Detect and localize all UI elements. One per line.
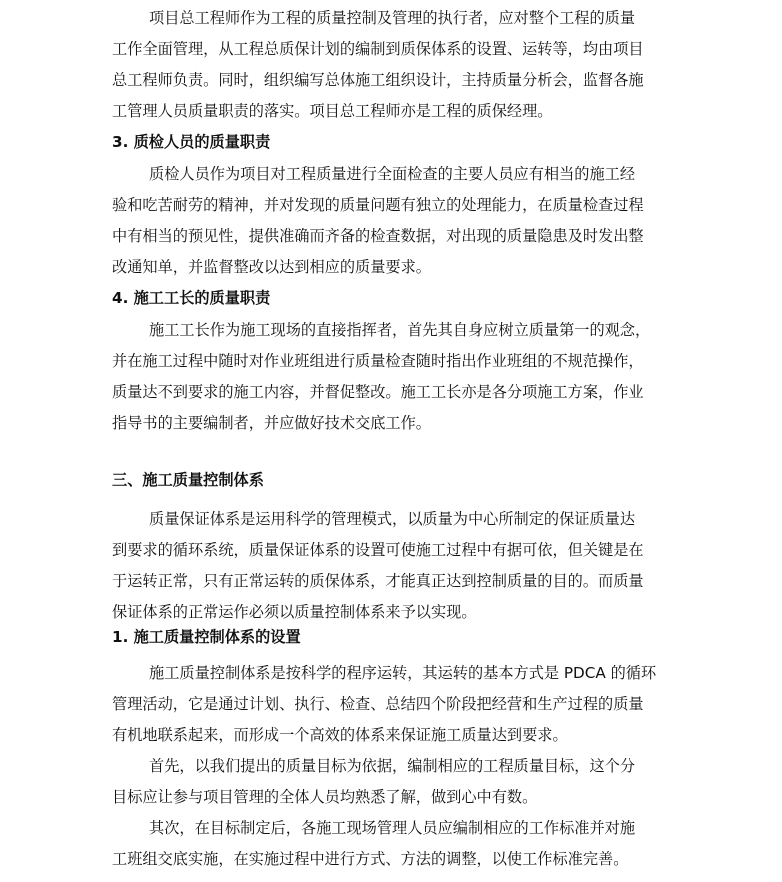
- paragraph-line: 管理活动，它是通过计划、执行、检查、总结四个阶段把经营和生产过程的质量: [112, 695, 644, 713]
- paragraph-line: 保证体系的正常运作必须以质量控制体系来予以实现。: [112, 603, 477, 621]
- paragraph-line: 质检人员作为项目对工程质量进行全面检查的主要人员应有相当的施工经: [149, 165, 635, 183]
- paragraph-line: 工管理人员质量职责的落实。项目总工程师亦是工程的质保经理。: [112, 102, 553, 120]
- subheading-quality-inspector: 3. 质检人员的质量职责: [112, 133, 271, 151]
- paragraph-line: 其次，在目标制定后，各施工现场管理人员应编制相应的工作标准并对施: [149, 819, 635, 837]
- paragraph-line: 施工工长作为施工现场的直接指挥者，首先其自身应树立质量第一的观念，: [149, 321, 651, 339]
- paragraph-line: 目标应让参与项目管理的全体人员均熟悉了解，做到心中有数。: [112, 788, 538, 806]
- paragraph-line: 指导书的主要编制者，并应做好技术交底工作。: [112, 414, 431, 432]
- subheading-control-system-setup: 1. 施工质量控制体系的设置: [112, 628, 301, 646]
- paragraph-line: 首先，以我们提出的质量目标为依据，编制相应的工程质量目标，这个分: [149, 757, 635, 775]
- paragraph-line: 到要求的循环系统，质量保证体系的设置可使施工过程中有据可依，但关键是在: [112, 541, 644, 559]
- section-heading: 三、施工质量控制体系: [112, 471, 264, 489]
- paragraph-line: 质量达不到要求的施工内容，并督促整改。施工工长亦是各分项施工方案，作业: [112, 383, 644, 401]
- paragraph-line: 总工程师负责。同时，组织编写总体施工组织设计，主持质量分析会，监督各施: [112, 71, 644, 89]
- paragraph-line: 验和吃苦耐劳的精神，并对发现的质量问题有独立的处理能力，在质量检查过程: [112, 196, 644, 214]
- paragraph-line: 中有相当的预见性，提供准确而齐备的检查数据，对出现的质量隐患及时发出整: [112, 227, 644, 245]
- paragraph-line: 并在施工过程中随时对作业班组进行质量检查随时指出作业班组的不规范操作，: [112, 352, 644, 370]
- paragraph-line: 项目总工程师作为工程的质量控制及管理的执行者，应对整个工程的质量: [149, 9, 635, 27]
- paragraph-line: 有机地联系起来，而形成一个高效的体系来保证施工质量达到要求。: [112, 726, 568, 744]
- paragraph-line: 施工质量控制体系是按科学的程序运转，其运转的基本方式是 PDCA 的循环: [149, 664, 657, 682]
- paragraph-line: 改通知单，并监督整改以达到相应的质量要求。: [112, 258, 431, 276]
- subheading-site-foreman: 4. 施工工长的质量职责: [112, 289, 271, 307]
- paragraph-line: 于运转正常，只有正常运转的质保体系，才能真正达到控制质量的目的。而质量: [112, 572, 644, 590]
- paragraph-line: 工作全面管理，从工程总质保计划的编制到质保体系的设置、运转等，均由项目: [112, 40, 644, 58]
- paragraph-line: 工班组交底实施，在实施过程中进行方式、方法的调整，以使工作标准完善。: [112, 850, 629, 868]
- paragraph-line: 质量保证体系是运用科学的管理模式，以质量为中心所制定的保证质量达: [149, 510, 635, 528]
